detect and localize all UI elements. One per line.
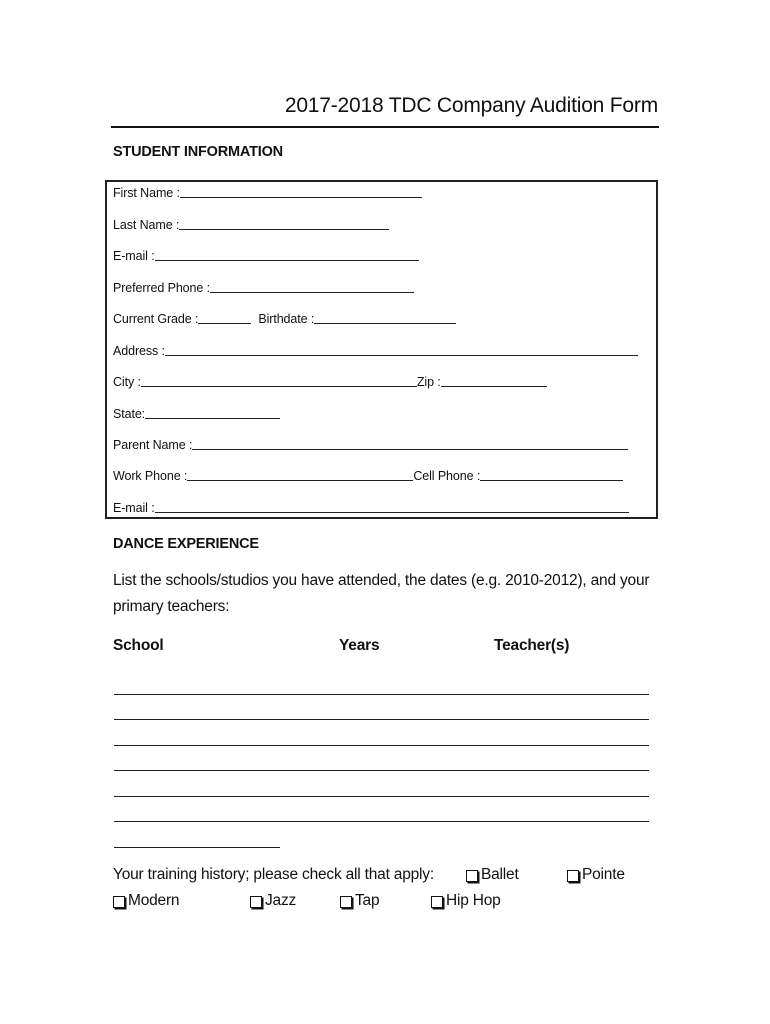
training-option-modern[interactable] <box>113 892 179 910</box>
parent-email-field[interactable] <box>155 500 629 513</box>
current-grade-field[interactable] <box>198 311 251 324</box>
training-option-label: Pointe <box>582 866 625 883</box>
last-name-row <box>113 217 389 232</box>
address-row <box>113 343 638 358</box>
checkbox-icon[interactable] <box>466 870 478 882</box>
city-label: City : <box>113 375 141 389</box>
cell-phone-field[interactable] <box>480 468 623 481</box>
column-teachers: Teacher(s) <box>494 637 570 654</box>
student-info-heading: STUDENT INFORMATION <box>113 144 283 160</box>
parent-email-label: E-mail : <box>113 501 155 515</box>
address-field[interactable] <box>165 343 638 356</box>
experience-entry-line[interactable] <box>114 847 280 848</box>
email-field[interactable] <box>155 248 419 261</box>
preferred-phone-label: Preferred Phone : <box>113 281 210 295</box>
parent-name-label: Parent Name : <box>113 438 193 452</box>
birthdate-label: Birthdate : <box>258 312 315 326</box>
column-years: Years <box>339 637 380 654</box>
first-name-row <box>113 185 422 200</box>
cell-phone-label: Cell Phone : <box>413 469 481 483</box>
checkbox-icon[interactable] <box>431 896 443 908</box>
experience-entry-line[interactable] <box>114 745 649 746</box>
experience-entry-line[interactable] <box>114 770 649 771</box>
training-option-label: Hip Hop <box>446 892 501 909</box>
parent-name-field[interactable] <box>192 437 628 450</box>
state-label: State: <box>113 407 146 421</box>
current-grade-label: Current Grade : <box>113 312 199 326</box>
form-title: 2017-2018 TDC Company Audition Form <box>284 94 658 117</box>
state-field[interactable] <box>145 406 280 419</box>
column-school: School <box>113 637 164 654</box>
city-field[interactable] <box>141 374 417 387</box>
email-row <box>113 248 419 263</box>
parent-email-row <box>113 500 629 515</box>
work-phone-field[interactable] <box>187 468 413 481</box>
training-history-prompt: Your training history; please check all that apply: <box>113 866 434 883</box>
training-option-label: Tap <box>355 892 380 909</box>
first-name-field[interactable] <box>180 185 422 198</box>
preferred-phone-field[interactable] <box>210 280 414 293</box>
checkbox-icon[interactable] <box>113 896 125 908</box>
work-phone-label: Work Phone : <box>113 469 188 483</box>
phones-row <box>113 468 623 483</box>
experience-entry-line[interactable] <box>114 719 649 720</box>
training-option-label: Jazz <box>265 892 297 909</box>
address-label: Address : <box>113 344 165 358</box>
experience-entry-line[interactable] <box>114 821 649 822</box>
first-name-label: First Name : <box>113 186 180 200</box>
zip-field[interactable] <box>441 374 547 387</box>
training-option-label: Modern <box>128 892 180 909</box>
checkbox-icon[interactable] <box>340 896 352 908</box>
last-name-label: Last Name : <box>113 218 180 232</box>
checkbox-icon[interactable] <box>250 896 262 908</box>
training-option-hip-hop[interactable] <box>431 892 501 910</box>
training-option-pointe[interactable] <box>567 866 625 884</box>
checkbox-icon[interactable] <box>567 870 579 882</box>
city-zip-row <box>113 374 547 389</box>
experience-instructions: List the schools/studios you have attended, the dates (e.g. 2010-2012), and your primary teachers: <box>113 572 650 615</box>
training-option-label: Ballet <box>481 866 519 883</box>
training-option-tap[interactable] <box>340 892 379 910</box>
email-label: E-mail : <box>113 249 155 263</box>
experience-entry-line[interactable] <box>114 796 649 797</box>
experience-entry-line[interactable] <box>114 694 649 695</box>
training-option-jazz[interactable] <box>250 892 296 910</box>
preferred-phone-row <box>113 280 414 295</box>
title-divider <box>111 126 659 128</box>
state-row <box>113 406 280 421</box>
last-name-field[interactable] <box>179 217 389 230</box>
dance-experience-heading: DANCE EXPERIENCE <box>113 536 259 552</box>
birthdate-field[interactable] <box>314 311 456 324</box>
zip-label: Zip : <box>416 375 441 389</box>
training-option-ballet[interactable] <box>466 866 519 884</box>
parent-name-row <box>113 437 628 452</box>
grade-birthdate-row <box>113 311 456 326</box>
